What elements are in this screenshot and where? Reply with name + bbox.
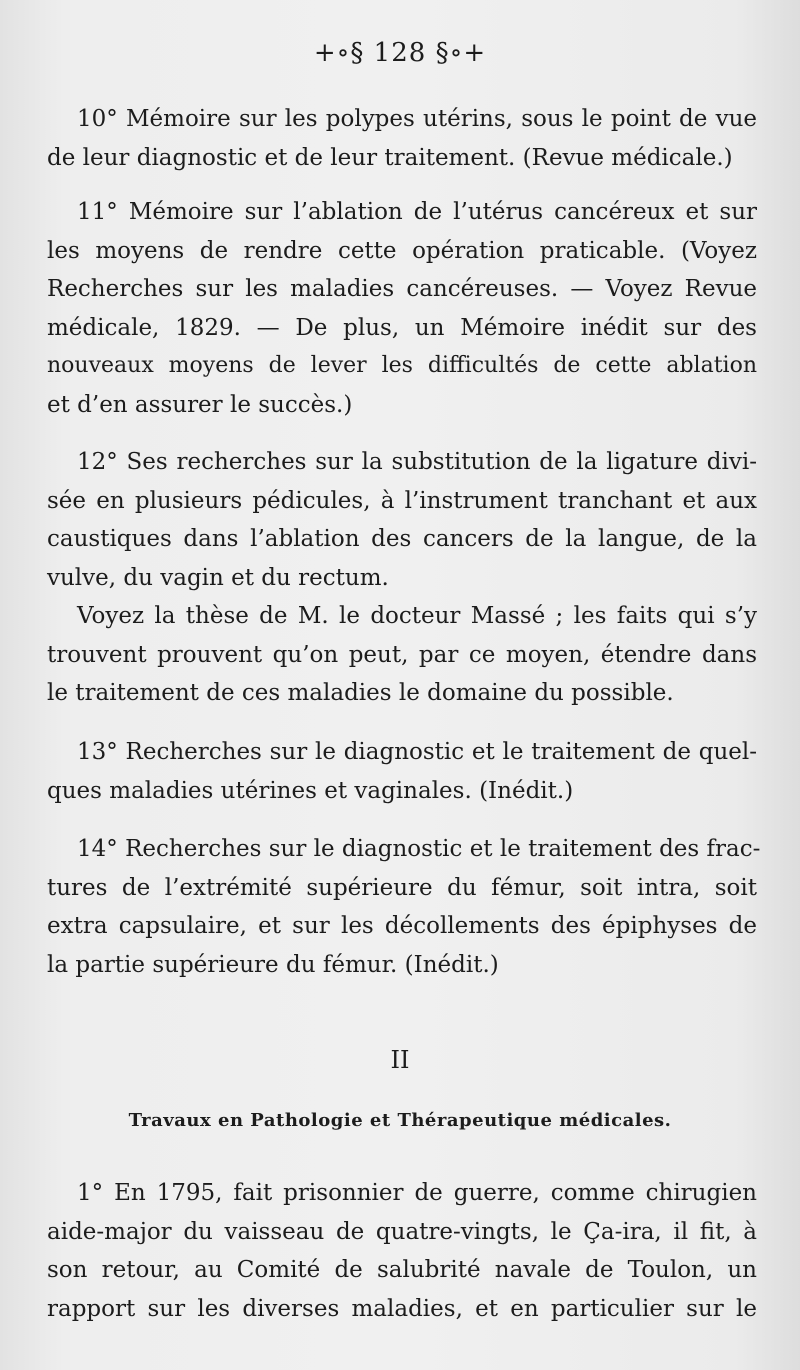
text-line: extra capsulaire, et sur les décollements des épiphyses de: [47, 913, 757, 939]
text-line: ques maladies utérines et vaginales. (Inédit.): [47, 777, 574, 804]
text-line: 10° Mémoire sur les polypes utérins, sous le point de vue: [77, 106, 757, 132]
text-line: et d’en assurer le succès.): [47, 391, 353, 418]
paragraph-item-14: [47, 830, 761, 984]
text-line: son retour, au Comité de salubrité navale de Toulon, un: [47, 1257, 757, 1283]
text-line: tures de l’extrémité supérieure du fémur, soit intra, soit: [47, 874, 757, 901]
text-line: 11° Mémoire sur l’ablation de l’utérus cancéreux et sur: [77, 199, 757, 225]
text-line: 1° En 1795, fait prisonnier de guerre, comme chirugien: [77, 1180, 757, 1206]
paragraph-item-13: [47, 733, 757, 810]
text-line: 12° Ses recherches sur la substitution de la ligature divi-: [77, 449, 757, 475]
text-line: 13° Recherches sur le diagnostic et le traitement de quel-: [77, 739, 757, 765]
text-line: vulve, du vagin et du rectum.: [47, 564, 389, 591]
text-line: médicale, 1829. — De plus, un Mémoire inédit sur des: [47, 314, 757, 341]
text-line: rapport sur les diverses maladies, et en particulier sur le: [47, 1295, 757, 1322]
text-line: les moyens de rendre cette opération praticable. (Voyez: [47, 237, 757, 264]
paragraph-item-11: [47, 193, 757, 424]
text-line: nouveaux moyens de lever les difficultés de cette ablation: [47, 353, 757, 378]
section-number: II: [390, 1046, 410, 1074]
text-line: de leur diagnostic et de leur traitement. (Revue médicale.): [47, 144, 733, 171]
text-line: le traitement de ces maladies le domaine du possible.: [47, 680, 674, 706]
paragraph-item-12: [47, 443, 757, 713]
text-line: caustiques dans l’ablation des cancers de la langue, de la: [47, 526, 757, 552]
text-line: sée en plusieurs pédicules, à l’instrument tranchant et aux: [47, 487, 757, 514]
text-line: 14° Recherches sur le diagnostic et le traitement des frac-: [77, 836, 761, 862]
text-line: Voyez la thèse de M. le docteur Massé ; les faits qui s’y: [77, 603, 757, 629]
text-line: la partie supérieure du fémur. (Inédit.): [47, 951, 499, 978]
page-number-header: +∘§ 128 §∘+: [313, 38, 487, 68]
section-heading: Travaux en Pathologie et Thérapeutique médicales.: [128, 1110, 672, 1131]
text-line: trouvent prouvent qu’on peut, par ce moyen, étendre dans: [47, 641, 757, 668]
paragraph-item-10: [47, 100, 757, 177]
text-line: Recherches sur les maladies cancéreuses. — Voyez Revue: [47, 276, 757, 302]
text-line: aide-major du vaisseau de quatre-vingts, le Ça-ira, il fit, à: [47, 1218, 757, 1245]
paragraph-item-1: [47, 1174, 757, 1328]
